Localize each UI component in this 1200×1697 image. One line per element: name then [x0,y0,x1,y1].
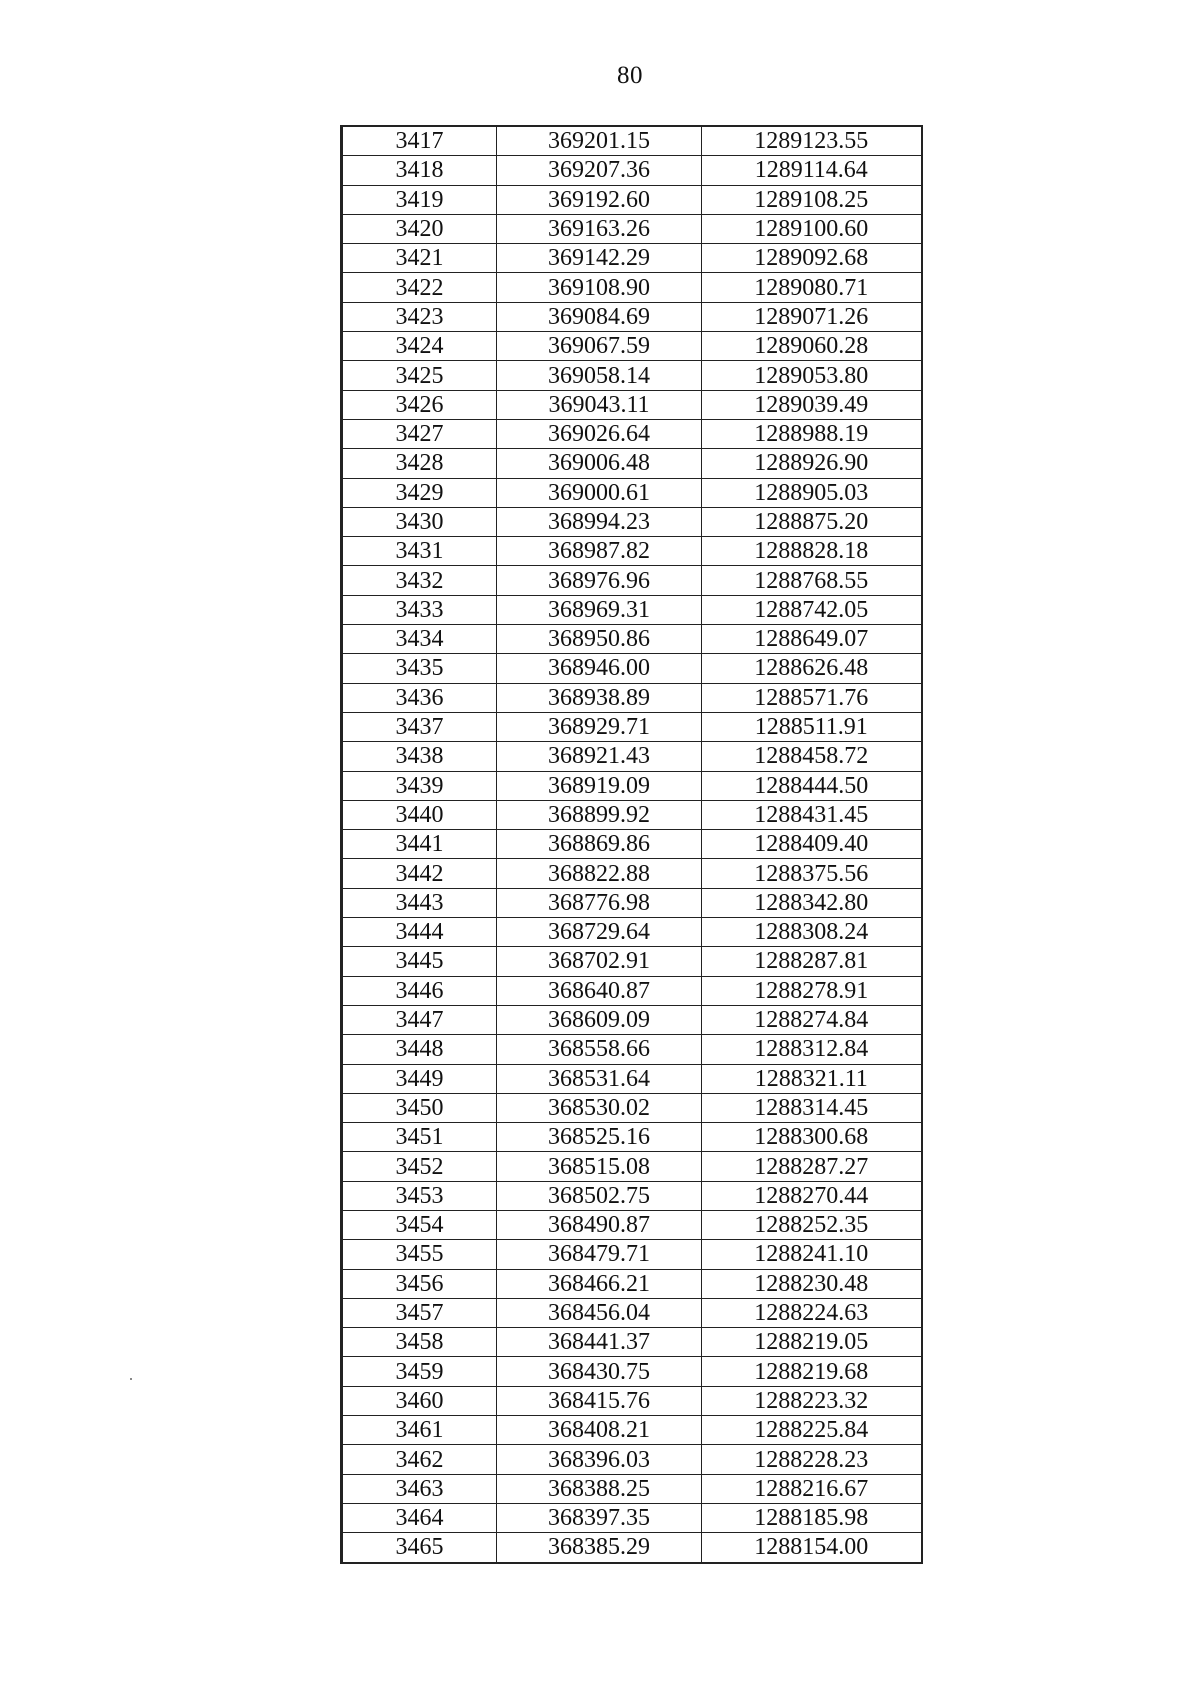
y-coordinate-cell: 1288230.48 [702,1269,922,1298]
x-coordinate-cell: 368397.35 [497,1503,702,1532]
x-coordinate-cell: 369000.61 [497,478,702,507]
x-coordinate-cell: 368396.03 [497,1445,702,1474]
x-coordinate-cell: 369142.29 [497,244,702,273]
y-coordinate-cell: 1288219.05 [702,1328,922,1357]
x-coordinate-cell: 368515.08 [497,1152,702,1181]
point-number-cell: 3435 [342,654,497,683]
y-coordinate-cell: 1288649.07 [702,625,922,654]
x-coordinate-cell: 368919.09 [497,771,702,800]
point-number-cell: 3450 [342,1093,497,1122]
x-coordinate-cell: 368869.86 [497,830,702,859]
page-number: 80 [617,62,643,89]
point-number-cell: 3426 [342,390,497,419]
table-row [342,1357,922,1386]
y-coordinate-cell: 1288312.84 [702,1035,922,1064]
y-coordinate-cell: 1288571.76 [702,683,922,712]
point-number-cell: 3445 [342,947,497,976]
x-coordinate-cell: 368609.09 [497,1005,702,1034]
x-coordinate-cell: 369006.48 [497,449,702,478]
table-row [342,478,922,507]
point-number-cell: 3420 [342,214,497,243]
y-coordinate-cell: 1288300.68 [702,1123,922,1152]
x-coordinate-cell: 368950.86 [497,625,702,654]
x-coordinate-cell: 368456.04 [497,1298,702,1327]
point-number-cell: 3441 [342,830,497,859]
point-number-cell: 3443 [342,888,497,917]
y-coordinate-cell: 1289114.64 [702,156,922,185]
point-number-cell: 3453 [342,1181,497,1210]
y-coordinate-cell: 1288409.40 [702,830,922,859]
table-row [342,947,922,976]
x-coordinate-cell: 368415.76 [497,1386,702,1415]
point-number-cell: 3446 [342,976,497,1005]
point-number-cell: 3439 [342,771,497,800]
table-row [342,1474,922,1503]
x-coordinate-cell: 369163.26 [497,214,702,243]
y-coordinate-cell: 1289123.55 [702,126,922,156]
y-coordinate-cell: 1288241.10 [702,1240,922,1269]
point-number-cell: 3423 [342,302,497,331]
point-number-cell: 3429 [342,478,497,507]
y-coordinate-cell: 1288314.45 [702,1093,922,1122]
y-coordinate-cell: 1288875.20 [702,507,922,536]
table-row [342,1269,922,1298]
table-row [342,1416,922,1445]
table-row [342,302,922,331]
x-coordinate-cell: 368921.43 [497,742,702,771]
table-row [342,1533,922,1563]
point-number-cell: 3418 [342,156,497,185]
table-row [342,830,922,859]
y-coordinate-cell: 1288154.00 [702,1533,922,1563]
table-row [342,126,922,156]
y-coordinate-cell: 1289108.25 [702,185,922,214]
y-coordinate-cell: 1289100.60 [702,214,922,243]
table-row [342,888,922,917]
table-row [342,1035,922,1064]
table-row [342,771,922,800]
x-coordinate-cell: 368408.21 [497,1416,702,1445]
x-coordinate-cell: 369108.90 [497,273,702,302]
table-row [342,1240,922,1269]
y-coordinate-cell: 1288626.48 [702,654,922,683]
table-row [342,332,922,361]
point-number-cell: 3433 [342,595,497,624]
x-coordinate-cell: 369192.60 [497,185,702,214]
y-coordinate-cell: 1288287.81 [702,947,922,976]
y-coordinate-cell: 1288270.44 [702,1181,922,1210]
point-number-cell: 3452 [342,1152,497,1181]
point-number-cell: 3462 [342,1445,497,1474]
y-coordinate-cell: 1288228.23 [702,1445,922,1474]
x-coordinate-cell: 368430.75 [497,1357,702,1386]
x-coordinate-cell: 368441.37 [497,1328,702,1357]
table-row [342,1093,922,1122]
point-number-cell: 3419 [342,185,497,214]
x-coordinate-cell: 368987.82 [497,537,702,566]
y-coordinate-cell: 1288287.27 [702,1152,922,1181]
y-coordinate-cell: 1288511.91 [702,712,922,741]
x-coordinate-cell: 368388.25 [497,1474,702,1503]
y-coordinate-cell: 1289080.71 [702,273,922,302]
point-number-cell: 3440 [342,800,497,829]
coordinate-table [340,125,923,1564]
point-number-cell: 3464 [342,1503,497,1532]
x-coordinate-cell: 368938.89 [497,683,702,712]
table-row [342,537,922,566]
point-number-cell: 3417 [342,126,497,156]
table-row [342,595,922,624]
y-coordinate-cell: 1288742.05 [702,595,922,624]
table-row [342,244,922,273]
x-coordinate-cell: 368530.02 [497,1093,702,1122]
scan-speck [130,1378,132,1380]
x-coordinate-cell: 368490.87 [497,1210,702,1239]
table-row [342,1503,922,1532]
y-coordinate-cell: 1288431.45 [702,800,922,829]
x-coordinate-cell: 369207.36 [497,156,702,185]
point-number-cell: 3454 [342,1210,497,1239]
point-number-cell: 3459 [342,1357,497,1386]
x-coordinate-cell: 369043.11 [497,390,702,419]
point-number-cell: 3424 [342,332,497,361]
y-coordinate-cell: 1288828.18 [702,537,922,566]
y-coordinate-cell: 1288216.67 [702,1474,922,1503]
x-coordinate-cell: 368976.96 [497,566,702,595]
y-coordinate-cell: 1288274.84 [702,1005,922,1034]
y-coordinate-cell: 1288308.24 [702,918,922,947]
x-coordinate-cell: 368946.00 [497,654,702,683]
table-row [342,625,922,654]
y-coordinate-cell: 1288219.68 [702,1357,922,1386]
y-coordinate-cell: 1288252.35 [702,1210,922,1239]
x-coordinate-cell: 368822.88 [497,859,702,888]
x-coordinate-cell: 368729.64 [497,918,702,947]
point-number-cell: 3465 [342,1533,497,1563]
point-number-cell: 3438 [342,742,497,771]
point-number-cell: 3428 [342,449,497,478]
point-number-cell: 3460 [342,1386,497,1415]
table-row [342,800,922,829]
point-number-cell: 3431 [342,537,497,566]
y-coordinate-cell: 1289071.26 [702,302,922,331]
table-row [342,419,922,448]
x-coordinate-cell: 368502.75 [497,1181,702,1210]
y-coordinate-cell: 1289060.28 [702,332,922,361]
y-coordinate-cell: 1288905.03 [702,478,922,507]
point-number-cell: 3444 [342,918,497,947]
table-row [342,273,922,302]
x-coordinate-cell: 368969.31 [497,595,702,624]
table-row [342,742,922,771]
x-coordinate-cell: 368640.87 [497,976,702,1005]
point-number-cell: 3448 [342,1035,497,1064]
x-coordinate-cell: 368525.16 [497,1123,702,1152]
point-number-cell: 3421 [342,244,497,273]
point-number-cell: 3442 [342,859,497,888]
table-row [342,1328,922,1357]
y-coordinate-cell: 1288185.98 [702,1503,922,1532]
table-row [342,1123,922,1152]
point-number-cell: 3447 [342,1005,497,1034]
point-number-cell: 3449 [342,1064,497,1093]
table-row [342,859,922,888]
y-coordinate-cell: 1288223.32 [702,1386,922,1415]
point-number-cell: 3455 [342,1240,497,1269]
point-number-cell: 3436 [342,683,497,712]
x-coordinate-cell: 368702.91 [497,947,702,976]
table-row [342,1298,922,1327]
y-coordinate-cell: 1288926.90 [702,449,922,478]
point-number-cell: 3432 [342,566,497,595]
y-coordinate-cell: 1289039.49 [702,390,922,419]
y-coordinate-cell: 1288988.19 [702,419,922,448]
table-row [342,1005,922,1034]
x-coordinate-cell: 368776.98 [497,888,702,917]
y-coordinate-cell: 1289092.68 [702,244,922,273]
x-coordinate-cell: 368558.66 [497,1035,702,1064]
x-coordinate-cell: 368994.23 [497,507,702,536]
table-row [342,1445,922,1474]
x-coordinate-cell: 368531.64 [497,1064,702,1093]
x-coordinate-cell: 369058.14 [497,361,702,390]
x-coordinate-cell: 368466.21 [497,1269,702,1298]
y-coordinate-cell: 1288321.11 [702,1064,922,1093]
x-coordinate-cell: 368899.92 [497,800,702,829]
y-coordinate-cell: 1288342.80 [702,888,922,917]
table-row [342,507,922,536]
x-coordinate-cell: 369084.69 [497,302,702,331]
table-row [342,1210,922,1239]
x-coordinate-cell: 368929.71 [497,712,702,741]
table-row [342,361,922,390]
table-row [342,566,922,595]
table-row [342,683,922,712]
table-row [342,918,922,947]
y-coordinate-cell: 1289053.80 [702,361,922,390]
point-number-cell: 3427 [342,419,497,448]
table-row [342,1181,922,1210]
y-coordinate-cell: 1288444.50 [702,771,922,800]
point-number-cell: 3457 [342,1298,497,1327]
point-number-cell: 3461 [342,1416,497,1445]
y-coordinate-cell: 1288278.91 [702,976,922,1005]
x-coordinate-cell: 368479.71 [497,1240,702,1269]
table-row [342,1152,922,1181]
table-row [342,1386,922,1415]
table-row [342,390,922,419]
point-number-cell: 3437 [342,712,497,741]
table-row [342,1064,922,1093]
point-number-cell: 3422 [342,273,497,302]
table-row [342,976,922,1005]
y-coordinate-cell: 1288768.55 [702,566,922,595]
y-coordinate-cell: 1288375.56 [702,859,922,888]
point-number-cell: 3463 [342,1474,497,1503]
point-number-cell: 3434 [342,625,497,654]
y-coordinate-cell: 1288458.72 [702,742,922,771]
table-row [342,654,922,683]
coordinate-table-body [342,126,922,1563]
y-coordinate-cell: 1288224.63 [702,1298,922,1327]
point-number-cell: 3458 [342,1328,497,1357]
table-row [342,449,922,478]
point-number-cell: 3425 [342,361,497,390]
point-number-cell: 3430 [342,507,497,536]
x-coordinate-cell: 369026.64 [497,419,702,448]
point-number-cell: 3456 [342,1269,497,1298]
table-row [342,214,922,243]
x-coordinate-cell: 369067.59 [497,332,702,361]
x-coordinate-cell: 369201.15 [497,126,702,156]
table-row [342,712,922,741]
point-number-cell: 3451 [342,1123,497,1152]
x-coordinate-cell: 368385.29 [497,1533,702,1563]
y-coordinate-cell: 1288225.84 [702,1416,922,1445]
table-row [342,156,922,185]
table-row [342,185,922,214]
